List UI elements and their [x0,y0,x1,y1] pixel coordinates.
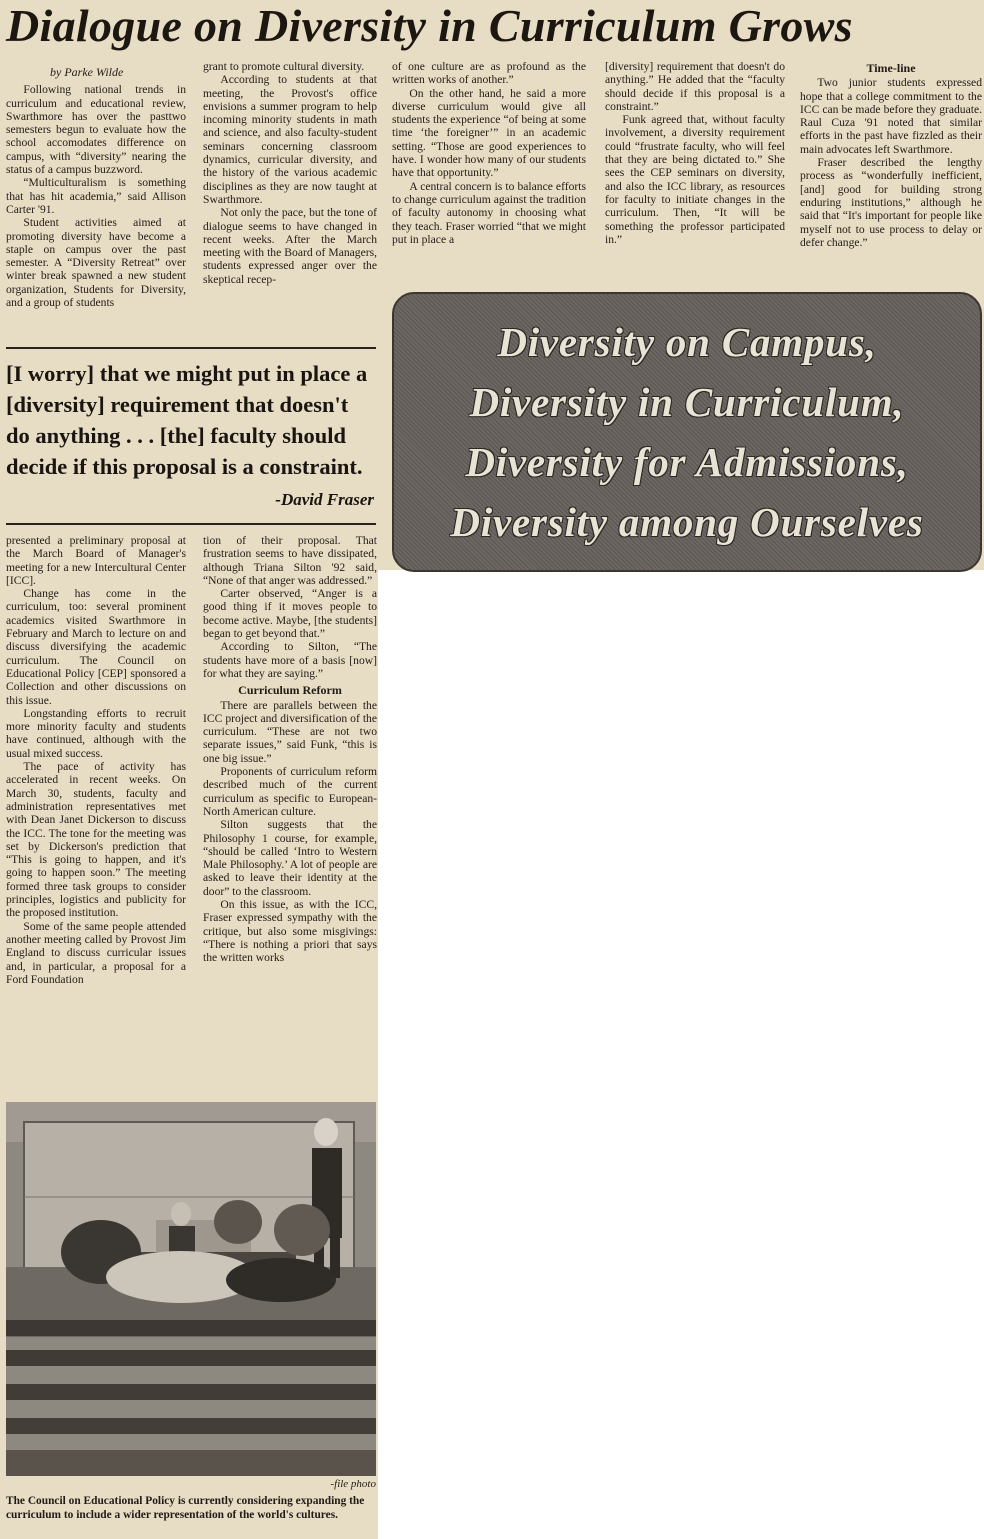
pull-quote-attribution: -David Fraser [275,490,374,509]
byline: by Parke Wilde [50,65,124,79]
column-4 [605,60,785,246]
paragraph: Following national trends in curriculum and educational review, Swarthmore has over the pasttwo semesters begun to evaluate how the school accomodates difference on campus, with “diversity” nearing the status of a campus buzzword. [6,83,186,177]
headline: Dialogue on Diversity in Curriculum Grows [6,0,853,51]
photo-credit: -file photo [330,1478,376,1490]
paragraph: presented a preliminary proposal at the March Board of Manager's meeting for a new Intercultural Center [ICC]. [6,534,186,587]
paragraph: According to students at that meeting, the Provost's office envisions a summer program to help incoming minority students in math and science, and also faculty-student seminars concerning classroom dynamics, curricular diversity, and the history of the various academic disciplines as they are now taught at Swarthmore. [203,73,377,206]
paragraph: [diversity] requirement that doesn't do anything.” He added that the “faculty should decide if this proposal is a constraint.” [605,60,785,113]
paragraph: grant to promote cultural diversity. [203,60,365,73]
pull-quote: [I worry] that we might put in place a [diversity] requirement that doesn't do anything . . . [the] faculty should decide if this proposal is a constraint. [6,361,368,479]
paragraph: A central concern is to balance efforts to change curriculum against the tradition of faculty autonomy in choosing what they teach. Fraser worried “that we might put in place a [392,179,586,246]
paragraph: Change has come in the curriculum, too: several prominent academics visited Swarthmore in February and March to lecture on and discuss diversifying the academic curriculum. The Council on Educational Policy [CEP] sponsored a Collection and other discussions on this issue. [6,587,186,707]
column-3 [392,60,586,246]
column-2-top [203,60,377,286]
paragraph: Not only the pace, but the tone of dialogue seems to have changed in recent weeks. After the March meeting with the Board of Managers, students expressed anger over the skeptical recep- [203,206,377,286]
paragraph: Student activities aimed at promoting diversity have become a staple on campus over the past semester. A “Diversity Retreat” over winter break spawned a new student organization, Students for Diversity, and a group of students [6,216,186,310]
paragraph: Fraser described the lengthy process as “wonderfully inefficient, [and] good for building strong enduring institutions,” although he said that “It's important for people like myself not to use process to delay or defer change.” [800,156,982,249]
column-5 [800,62,982,249]
paragraph: Proponents of curriculum reform described much of the current curriculum as specific to European-North American culture. [203,765,377,818]
classroom-photo-image [6,1102,376,1476]
column-1-bottom [6,534,186,986]
paragraph: Some of the same people attended another meeting called by Provost Jim England to discuss curricular issues and, in particular, a proposal for a Ford Foundation [6,919,186,986]
paragraph: Longstanding efforts to recruit more minority faculty and students have continued, although with the usual mixed success. [6,706,186,760]
banner-line: Diversity in Curriculum, [469,379,905,425]
paragraph: Carter observed, “Anger is a good thing if it moves people to become active. Maybe, [the students] began to get beyond that.” [203,587,377,641]
column-1-top [6,66,186,309]
diversity-banner [392,292,982,572]
paragraph: “Multiculturalism is something that has hit academia,” said Allison Carter '91. [6,176,186,216]
banner-line: Diversity among Ourselves [450,499,924,545]
paragraph: On the other hand, he said a more diverse curriculum would give all students the experience “of being at some time ‘the foreigner’” in an academic setting. “Those are good experiences to have. I wonder how many of our students have that opportunity.” [392,86,586,180]
paragraph: On this issue, as with the ICC, Fraser expressed sympathy with the critique, but also some misgivings: “There is nothing a priori that says the written works [203,898,377,965]
classroom-photo [6,1102,376,1476]
paragraph: tion of their proposal. That frustration seems to have dissipated, although Triana Silton '92 said, “None of that anger was addressed.” [203,534,377,587]
blank-area [378,570,984,1539]
paragraph: Funk agreed that, without faculty involvement, a diversity requirement could “frustrate faculty, who will feel that they are being dictated to.” She sees the CEP seminars on diversity, and also the ICC library, as resources for faculty to initiate changes in the curriculum. Then, “It will be something the professor participated in.” [605,113,785,246]
divider-rule [6,347,376,349]
paragraph: The pace of activity has accelerated in recent weeks. On March 30, students, faculty and administration representatives met with Dean Janet Dickerson to discuss the ICC. The tone for the meeting was set by Dickerson's prediction that “This is going to happen, and it's going to happen soon.” The meeting formed three task groups to consider principles, logistics and publicity for the proposed institution. [6,760,186,920]
subheading: Curriculum Reform [238,683,342,698]
paragraph: According to Silton, “The students have more of a basis [now] for what they are saying.” [203,640,377,680]
paragraph: Two junior students expressed hope that a college commitment to the ICC can be made before they graduate. Raul Cuza '91 noted that similar efforts in the past have fizzled as their main advocates left Swarthmore. [800,76,982,156]
banner-line: Diversity on Campus, [497,319,877,365]
banner-line: Diversity for Admissions, [465,439,909,485]
paragraph: There are parallels between the ICC project and diversification of the curriculum. “These are not two separate issues,” said Funk, “this is one big issue.” [203,698,377,765]
divider-rule [6,523,376,525]
timeline-heading: Time-line [866,61,916,75]
photo-caption: The Council on Educational Policy is currently considering expanding the curriculum to include a wider representation of the world's cultures. [6,1495,365,1521]
paragraph: Silton suggests that the Philosophy 1 course, for example, “should be called ‘Intro to Western Male Philosophy.’ A lot of people are asked to leave their identity at the door” to the classroom. [203,818,377,898]
paragraph: of one culture are as profound as the written works of another.” [392,60,586,87]
column-2-bottom [203,534,377,965]
